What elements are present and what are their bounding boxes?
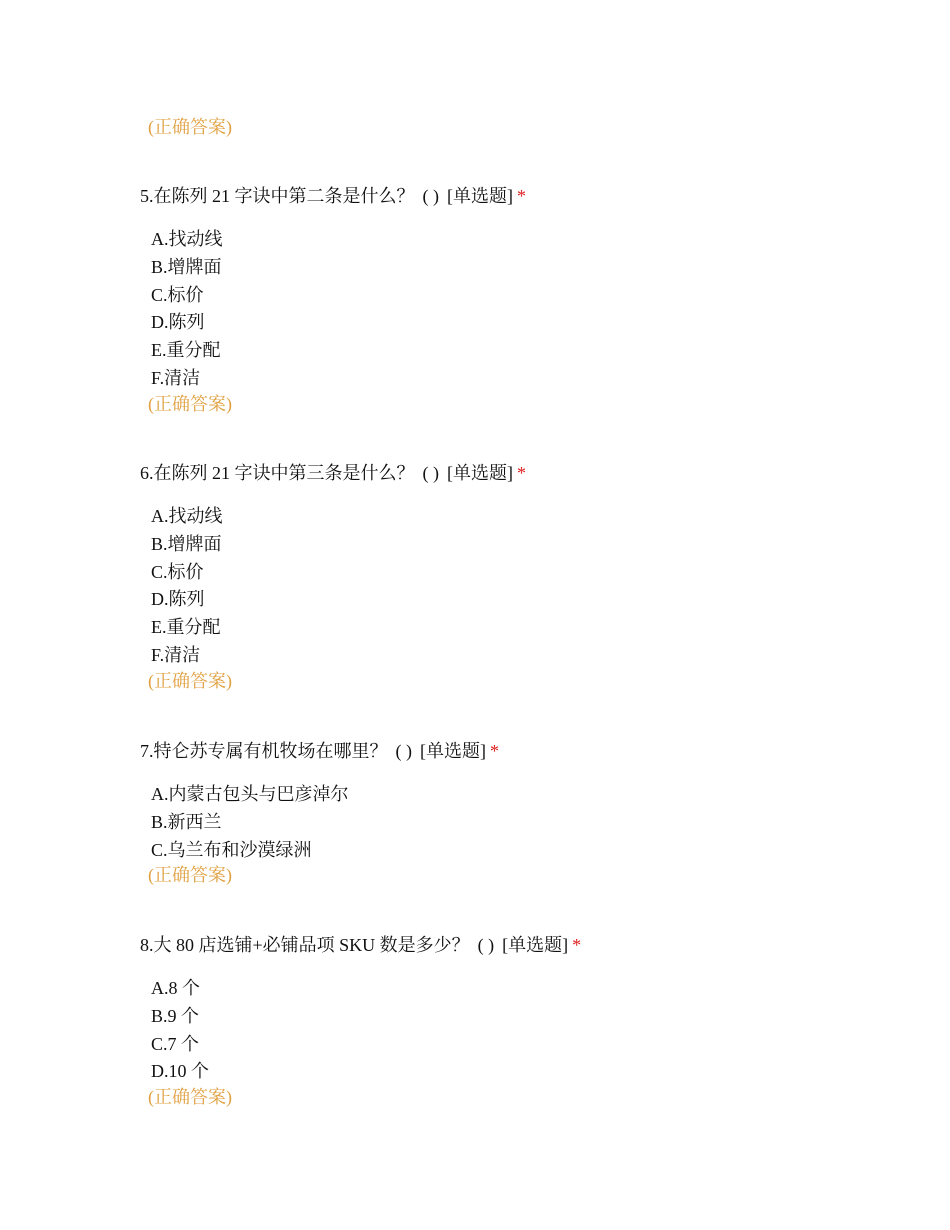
question-5	[140, 184, 900, 416]
option-a[interactable]: A.找动线	[151, 229, 223, 249]
answer-blank: ( )	[477, 935, 495, 955]
option-f[interactable]: F.清洁	[151, 367, 201, 388]
option-d[interactable]: D.陈列	[151, 589, 205, 610]
question-text: 7.特仑苏专属有机牧场在哪里？	[140, 741, 388, 761]
question-title	[140, 461, 900, 485]
required-marker: *	[572, 935, 582, 955]
question-type: [单选题]	[502, 935, 569, 955]
option-b[interactable]: B.9 个	[151, 1005, 200, 1026]
option-d[interactable]: D.陈列	[151, 312, 205, 333]
question-type: [单选题]	[447, 463, 513, 483]
question-type: [单选题]	[447, 186, 513, 206]
option-a[interactable]: A.8 个	[151, 978, 200, 998]
correct-answer-note: (正确答案)	[148, 1087, 232, 1108]
correct-answer-note: (正确答案)	[148, 117, 232, 137]
question-7	[140, 739, 900, 887]
question-title	[140, 739, 900, 763]
option-c[interactable]: C.乌兰布和沙漠绿洲	[151, 839, 312, 860]
option-c[interactable]: C.标价	[151, 284, 204, 305]
question-text: 6.在陈列 21 字诀中第三条是什么？	[140, 463, 415, 483]
answer-blank: ( )	[395, 741, 412, 761]
option-b[interactable]: B.增牌面	[151, 533, 222, 554]
options-list	[140, 781, 900, 864]
question-title	[140, 933, 900, 957]
required-marker: *	[517, 463, 526, 483]
option-e[interactable]: E.重分配	[151, 340, 221, 361]
correct-answer-note: (正确答案)	[148, 393, 232, 414]
option-c[interactable]: C.标价	[151, 561, 204, 582]
correct-answer-note: (正确答案)	[148, 865, 232, 886]
question-6	[140, 461, 900, 693]
option-a[interactable]: A.找动线	[151, 506, 223, 526]
answer-blank: ( )	[422, 186, 439, 206]
options-list	[140, 503, 900, 670]
option-a[interactable]: A.内蒙古包头与巴彦淖尔	[151, 784, 349, 804]
option-c[interactable]: C.7 个	[151, 1033, 200, 1054]
options-list	[140, 226, 900, 393]
question-8	[140, 933, 900, 1109]
question-type: [单选题]	[420, 741, 486, 761]
option-f[interactable]: F.清洁	[151, 644, 201, 665]
answer-blank: ( )	[422, 463, 439, 483]
required-marker: *	[490, 741, 499, 761]
options-list	[140, 975, 900, 1086]
option-d[interactable]: D.10 个	[151, 1061, 209, 1082]
option-b[interactable]: B.增牌面	[151, 256, 222, 277]
question-text: 8.大 80 店选铺+必铺品项 SKU 数是多少？	[140, 935, 470, 955]
correct-answer-note: (正确答案)	[148, 670, 232, 691]
required-marker: *	[517, 186, 526, 206]
question-text: 5.在陈列 21 字诀中第二条是什么？	[140, 186, 415, 206]
question-title	[140, 184, 900, 208]
option-b[interactable]: B.新西兰	[151, 811, 222, 832]
option-e[interactable]: E.重分配	[151, 617, 221, 638]
